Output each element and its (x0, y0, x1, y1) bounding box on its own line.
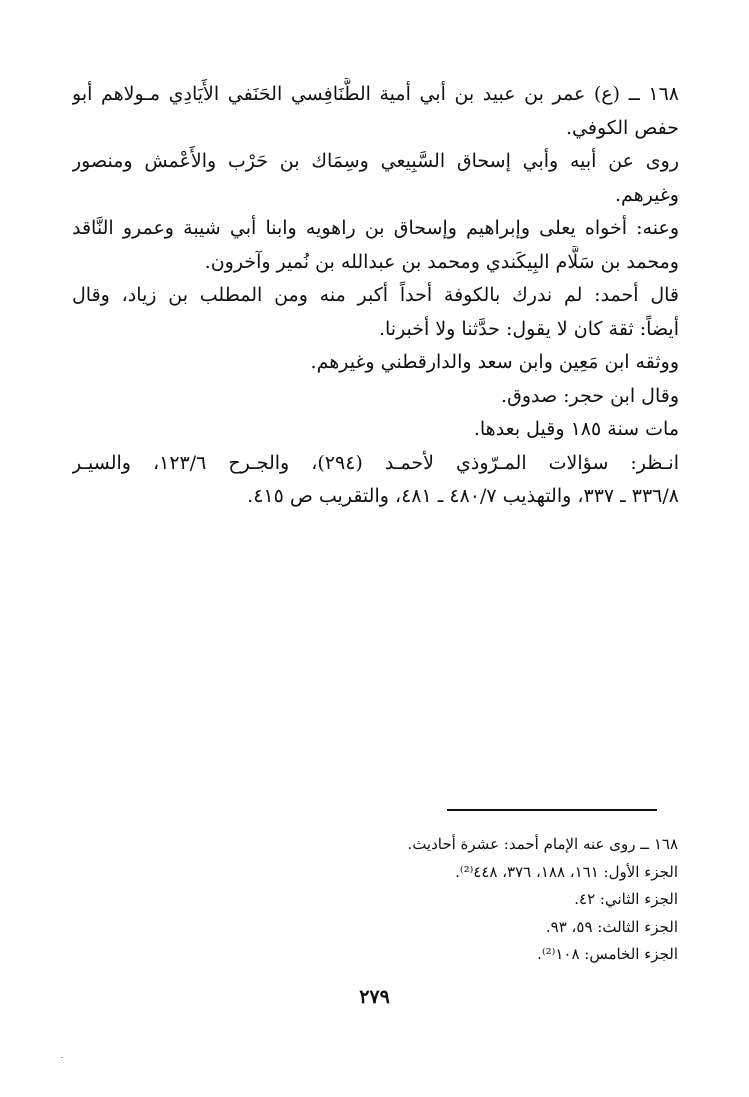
narrated-by-line-1: وعنه: أخواه يعلى وإبراهيم وإسحاق بن راهويه وابنا أبي شيبة وعمرو النَّاقد (72, 217, 679, 239)
entry-text (72, 78, 679, 514)
footnote-line-5: الجزء الخامس: ١٠٨⁽²⁾. (537, 945, 678, 963)
footnote-line-3: الجزء الثاني: ٤٢. (574, 890, 678, 908)
footnote-line-1: ١٦٨ ــ روى عنه الإمام أحمد: عشرة أحاديث. (407, 835, 678, 853)
death-paragraph (72, 413, 679, 447)
ahmad-statement-line-2: أيضاً: ثقة كان لا يقول: حدَّثنا ولا أخبرنا. (378, 317, 679, 340)
tawthiq-paragraph (72, 346, 679, 380)
entry-heading-line-2: حفص الكوفي. (565, 116, 679, 139)
footnote-line-2: الجزء الأول: ١٦١، ١٨٨، ٣٧٦، ٤٤٨⁽²⁾. (455, 862, 678, 881)
narrated-by-line-2: ومحمد بن سَلَّام البِيكَندي ومحمد بن عبدالله بن نُمير وآخرون. (204, 250, 679, 273)
ahmad-statement-paragraph (72, 279, 679, 346)
ahmad-statement-line-1: قال أحمد: لم ندرك بالكوفة أحداً أكبر منه ومن المطلب بن زياد، وقال (72, 284, 679, 306)
entry-heading (72, 78, 679, 145)
footnote-divider (447, 809, 657, 811)
tawthiq-line: ووثقه ابن مَعِين وابن سعد والدارقطني وغيرهم. (310, 351, 679, 373)
ibn-hajar-paragraph (72, 380, 679, 414)
narrated-from-line-2: وغيرهم. (614, 183, 679, 206)
death-line: مات سنة ١٨٥ وقيل بعدها. (473, 418, 679, 440)
references-line-1: انـظر: سؤالات المـرّوذي لأحمـد (٢٩٤)، والجـرح ١٢٣/٦، والسيـر (72, 451, 679, 474)
page-number: ٢٧٩ (359, 986, 390, 1008)
narrated-by-paragraph (72, 212, 679, 279)
entry-heading-line-1: ١٦٨ ــ (ع) عمر بن عبيد بن أبي أمية الطَّنَافِسي الحَنَفي الأَيَادِي مـولاهم أبو (72, 83, 679, 105)
references-paragraph (72, 447, 679, 514)
ibn-hajar-line: وقال ابن حجر: صدوق. (501, 384, 679, 407)
references-line-2: ٣٣٦/٨ ـ ٣٣٧، والتهذيب ٤٨٠/٧ ـ ٤٨١، والتقريب ص ٤١٥. (247, 485, 679, 507)
footnotes (200, 831, 678, 969)
scan-speck (61, 1057, 63, 1058)
narrated-from-line-1: روى عن أبيه وأبي إسحاق السَّبِيعي وسِمَاك بن حَرْب والأَعْمش ومنصور (72, 150, 679, 172)
narrated-from-paragraph (72, 145, 679, 212)
footnote-line-4: الجزء الثالث: ٥٩، ٩٣. (545, 917, 678, 936)
